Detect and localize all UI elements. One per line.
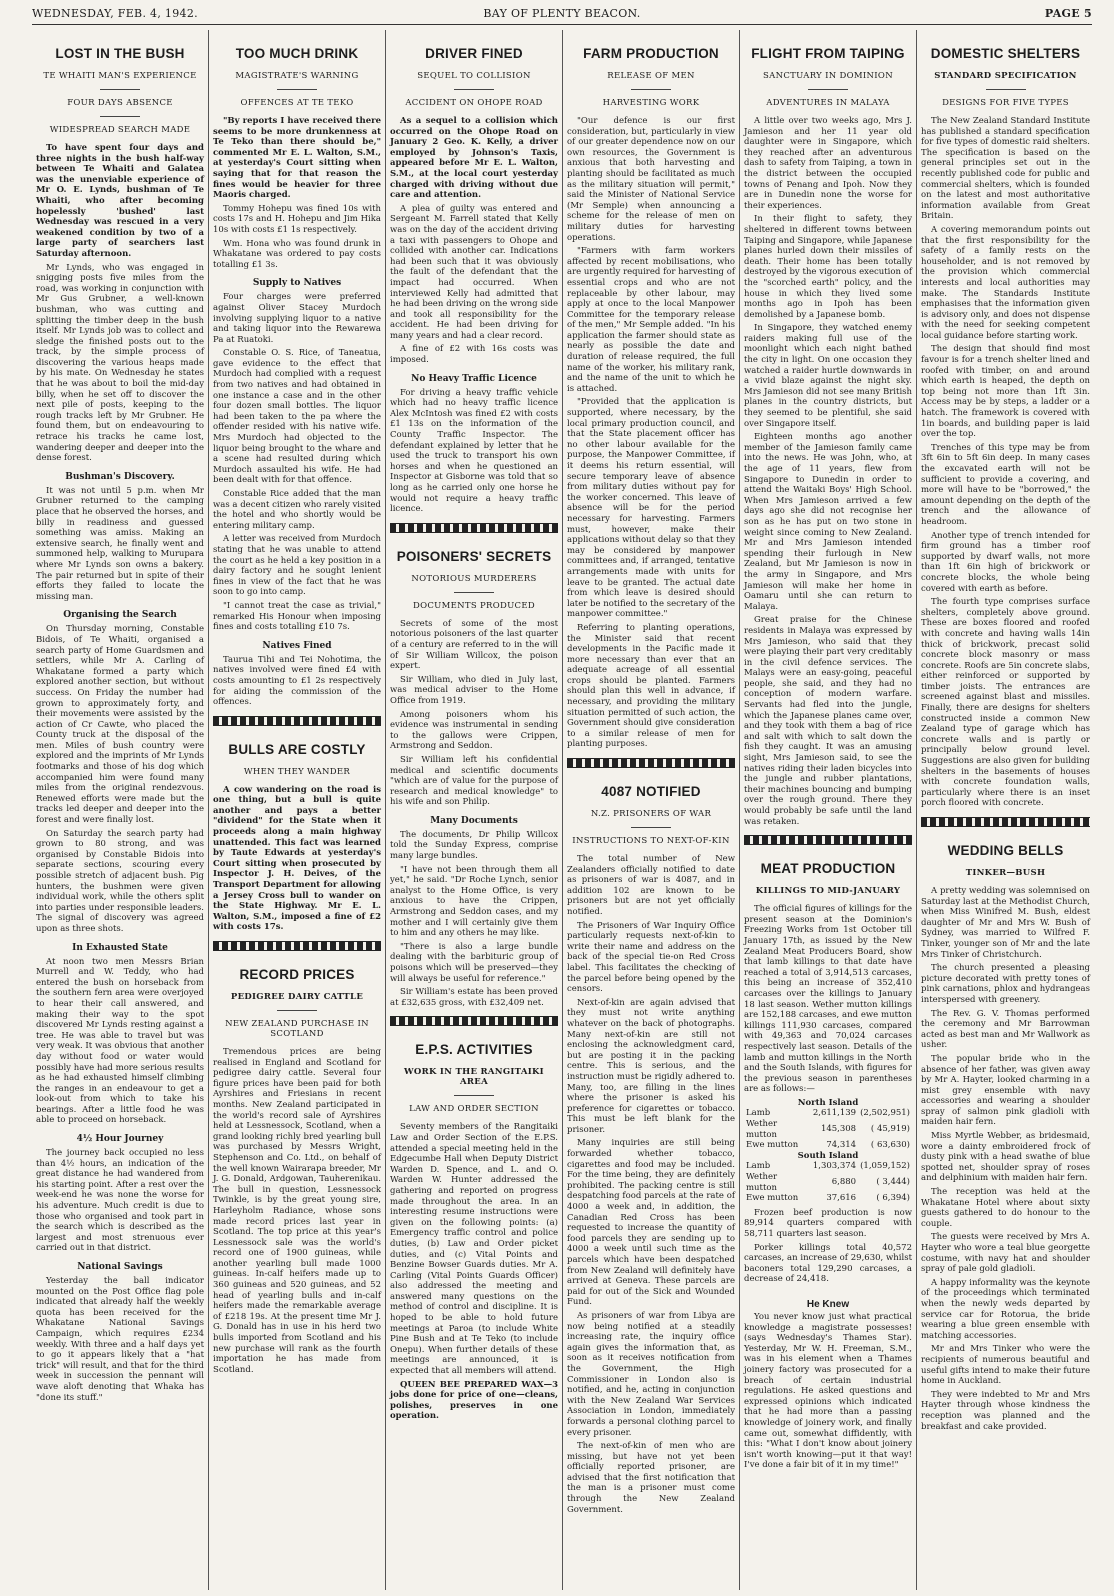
paper-name: BAY OF PLENTY BEACON. (483, 7, 641, 20)
paragraph: Porker killings total 40,572 carcases, an increase of 29,630, whilst baconers total 129,290 carcases, a decrease of 24,418. (744, 1242, 912, 1285)
paragraph: At noon two men Messrs Brian Murrell and W. Teddy, who had entered the bush on horseback from the southern fern area were overjoyed to hear their call answered, and making their way to the spot discovered Mr Lynds resting against a tree. He was able to travel but was very weak. It was obvious that another day without food or water would possibly have had more serious results as he had exhausted himself climbing the ranges in an endeavour to get a look-out from which to take his bearings. After a little food he was able to proceed on horseback. (36, 956, 204, 1126)
paragraph: Constable O. S. Rice, of Taneatua, gave evidence to the effect that Murdoch had complied with a request from two natives and had obtained in one instance a case and in the other four dozen small bottles. The liquor had been taken to the pa where the offender resided with his native wife. Mrs Murdoch had objected to the liquor being brought to the whare and a scene had resulted during which Murdoch assaulted his wife. He had been dealt with for that offence. (213, 348, 381, 486)
table-cell: ( 6,394) (876, 1193, 910, 1204)
table-cell: 1,303,374 (812, 1161, 857, 1172)
paragraph: As prisoners of war from Libya are now being notified at a steadily increasing rate, the inquiry office again gives the information that, as soon as it receives notification from the Government, the High Commissioner in London also is notified, and he, acting in conjunction with the New Zealand War Services Association in London, immediately forwards a personal clothing parcel to every prisoner. (567, 1310, 735, 1438)
article-bulls-costly (213, 742, 381, 933)
headline: MEAT PRODUCTION (760, 861, 896, 877)
table-cell: Lamb (746, 1108, 771, 1119)
subheading: TINKER—BUSH (965, 868, 1046, 878)
table-cell: 37,616 (826, 1193, 857, 1204)
paragraph: The next-of-kin of men who are missing, but have not yet been officially reported prisoner, are advised that the first notification that the man is a prisoner must come through the New Zealand Government. (567, 1441, 735, 1515)
table-row (744, 1140, 912, 1151)
table-cell: ( 3,444) (876, 1177, 910, 1188)
divider (631, 827, 671, 828)
column-3 (386, 30, 563, 1590)
subheading: PEDIGREE DAIRY CATTLE (230, 992, 364, 1002)
section-heading: Natives Fined (262, 640, 332, 651)
paragraph: The popular bride who in the absence of her father, was given away by Mr A. Hayter, looked charming in a mist grey ensemble with navy accessories and wearing a shoulder spray of salmon pink gladioli with maiden hair fern. (921, 1053, 1090, 1128)
paragraph: Among poisoners whom his evidence was instrumental in sending to the gallows were Crippen, Armstrong and Seddon. (390, 709, 558, 752)
table-cell: 2,611,139 (812, 1108, 857, 1119)
section-heading: Organising the Search (63, 610, 177, 621)
divider (454, 1095, 494, 1096)
table-cell: 74,314 (826, 1140, 857, 1151)
advertisement: QUEEN BEE PREPARED WAX—3 jobs done for price of one—cleans, polishes, preserves in one operation. (390, 1379, 558, 1422)
table-cell: Ewe mutton (746, 1140, 799, 1151)
ornamental-divider (567, 758, 735, 768)
article-driver-fined (390, 46, 558, 515)
subheading: INSTRUCTIONS TO NEXT-OF-KIN (572, 836, 730, 847)
column-5 (740, 30, 917, 1590)
paragraph: In their flight to safety, they sheltered in different towns between Taiping and Singapore, while Japanese planes hurled down their missiles of death. Their home has been totally destroyed by the vigorous execution of the "scorched earth" policy, and the house in which they lived some months ago in Ipoh has been demolished by a Japanese bomb. (744, 214, 912, 320)
article-eps-activities (390, 1042, 558, 1376)
column-6 (917, 30, 1094, 1590)
table-cell: Wether mutton (746, 1119, 778, 1140)
paragraph: "There is also a large bundle dealing with the barbituric group of poisons which will be preserved—they will always be useful for reference." (390, 941, 558, 984)
article-domestic-shelters (921, 46, 1090, 809)
article-lost-in-bush (36, 46, 204, 1403)
subheading: NEW ZEALAND PURCHASE IN SCOTLAND (225, 1019, 369, 1039)
paragraph: The reception was held at the Whakatane Hotel where about sixty guests gathered to do honour to the couple. (921, 1187, 1090, 1229)
headline: POISONERS' SECRETS (396, 548, 552, 564)
divider (631, 89, 671, 90)
paragraph: Taurua Tihi and Tei Nohotima, the natives involved were fined £4 with costs amounting to £1 2s respectively for aiding the commission of the offences. (213, 654, 381, 708)
section-heading: In Exhausted State (72, 942, 168, 953)
divider (100, 116, 140, 117)
article-too-much-drink (213, 46, 381, 708)
paragraph: Many inquiries are still being forwarded whether tobacco, cigarettes and food may be included. For the time being, they are definitely prohibited. The packing centre is still despatching food parcels at the rate of 4000 a week and, in addition, the Canadian Red Cross has been requested to increase the quantity of food parcels they are sending up to 4000 a week until such time as the parcels which have been despatched from New Zealand will definitely have arrived at Geneva. These parcels are paid for out of the Sick and Wounded Fund. (567, 1138, 735, 1308)
ornamental-divider (744, 835, 912, 845)
paragraph: The guests were received by Mrs A. Hayter who wore a teal blue georgette costume, with navy hat and shoulder spray of pale gold gladioli. (921, 1232, 1090, 1275)
table-cell: ( 63,630) (870, 1140, 910, 1151)
paragraph: On Saturday the search party had grown to 80 strong, and was organised by Constable Bidois into separate sections, scouring every possible stretch of adjacent bush. Pig hunters, the bushmen were given individual work, while the others split into parties under responsible leaders. The signal of discovery was agreed upon as three shots. (36, 828, 204, 934)
headline: TOO MUCH DRINK (235, 46, 359, 61)
paragraph: "Farmers with farm workers affected by recent mobilisations, who are urgently required for harvesting of essential crops and who are not replaceable by other labour, may apply at once to the local Manpower Committee for the temporary release of the men," Mr Semple added. "In his application the farmer should state as nearly as possible the date and duration of release required, the full name of the worker, his military rank, and the name of the unit to which he is attached. (567, 246, 735, 394)
headline: FLIGHT FROM TAIPING (751, 46, 905, 61)
paragraph: Eighteen months ago another member of the Jamieson family came into the news. He was John, who, at the age of 11 years, flew from Singapore to Dunedin in order to attend the Waitaki Boys' High School. When Mrs Jamieson arrived a few days ago she did not recognise her son as he has put on two stone in weight since coming to New Zealand. Mr and Mrs Jamieson intended spending their furlough in New Zealand, but Mr Jamieson is now in the army in Singapore, and Mrs Jamieson will make her home in Oamaru until she can return to Malaya. (744, 432, 912, 612)
subheading: ACCIDENT ON OHOPE ROAD (405, 98, 543, 108)
table-cell: (2,502,951) (860, 1108, 910, 1119)
divider (277, 89, 317, 90)
paragraph: "Provided that the application is supported, where necessary, by the local primary production council, and that the State placement officer has no other labour available for the purpose, the Manpower Committee, if it deems his return essential, will secure temporary leave of absence from military duties without pay for the worker concerned. This leave of absence will be for the period necessary for harvesting. Farmers must, however, make their applications without delay so that they may be considered by manpower committees and, if arranged, tentative arrangements made with units for leave to be granted. The actual date from which leave is desired should later be notified to the secretary of the manpower committee." (567, 397, 735, 620)
paragraph: The journey back occupied no less than 4½ hours, an indication of the great distance he had wandered from his starting point. After a rest over the week-end he was none the worse for his adventure. Much credit is due to those who organised and took part in the search which is described as the largest and most strenuous ever carried out in that district. (36, 1148, 204, 1254)
paragraph: They were indebted to Mr and Mrs Hayter through whose kindness the reception was planned and the breakfast and cake provided. (921, 1389, 1090, 1432)
paragraph: Tremendous prices are being realised in England and Scotland for pedigree dairy cattle. Several four figure prices have been paid for both Ayrshires and Friesians in recent months. New Zealand participated in the world's record sale of Ayrshires held at Lessnessock, Scotland, when a grand looking richly bred yearling bull was purchased by Messrs Wright, Stephenson and Co. Ltd., on behalf of the well known Wairarapa breeder, Mr J. G. Donald, Ardgowan, Tauherenikau. The bull in question, Lessnessock Twinkle, is by the great young sire, Harleyholm Radiance, whose sons made record prices last year in Scotland. The top price at this year's Lessnessock sale was the world's record one of 1900 guineas, while another yearling bull made 1000 guineas. In-calf heifers made up to 360 guineas and 520 guineas, and 52 head of yearling bulls and in-calf heifers made the remarkable average of £218 19s. At the present time Mr J. G. Donald has in use in his herd two bulls imported from Scotland and his new purchase will rank as the fourth importation he has made from Scotland. (213, 1047, 381, 1375)
article-4087-notified (567, 784, 735, 1515)
paragraph: A fine of £2 with 16s costs was imposed. (390, 344, 558, 366)
section-heading: He Knew (806, 1298, 850, 1310)
table-cell: Wether mutton (746, 1172, 778, 1193)
paragraph: Four charges were preferred against Oliver Stacey Murdoch involving supplying liquor to a native and taking liquor into the Rewarewa Pa at Ruatoki. (213, 292, 381, 345)
table-cell: Ewe mutton (746, 1193, 799, 1204)
paragraph: The design that should find most favour is for a trench shelter lined and roofed with timber, on and around which earth is heaped, the depth on top being not more than 1ft 3in. Access may be by steps, a ladder or a hatch. The framework is covered with 1in boards, and building paper is laid over the top. (921, 344, 1090, 440)
section-heading: Bushman's Discovery. (65, 471, 175, 482)
paragraph: Mr Lynds, who was engaged in snigging posts five miles from the road, was working in conjunction with Mr Gus Grubner, a well-known bushman, who was cutting and splitting the timber deep in the bush itself. Mr Lynds job was to collect and sledge the finished posts out to the track, by the simple process of discovering the various heaps made by his mate. On Wednesday he states that he was about to boil the mid-day billy, when he set off to discover the next pile of posts, keeping to the rough tracks left by Mr Grubner. He found them, but on endeavouring to retrace his tracks he came lost, wandering deeper and deeper into the dense forest. (36, 262, 204, 464)
paragraph: Constable Rice added that the man was a decent citizen who rarely visited the hotel and who shortly would be entering military camp. (213, 489, 381, 531)
headline: LOST IN THE BUSH (55, 46, 185, 61)
section-heading: Many Documents (430, 815, 518, 826)
paragraph: The total number of New Zealanders officially notified to date as prisoners of war is 4087, and in addition 102 are known to be prisoners but are not yet officially notified. (567, 854, 735, 917)
subheading: SANCTUARY IN DOMINION (763, 71, 893, 81)
paragraph: Mr and Mrs Tinker who were the recipients of numerous beautiful and useful gifts intend to make their future home in Auckland. (921, 1344, 1090, 1387)
article-meat-production (744, 861, 912, 1471)
paragraph: The Prisoners of War Inquiry Office particularly requests next-of-kin to write their name and address on the back of the special tie-on Red Cross label. This facilitates the checking of the parcel before being opened by the censors. (567, 920, 735, 995)
paragraph: Yesterday the ball indicator mounted on the Post Office flag pole indicated that already half the weekly quota has been received for the Whakatane National Savings Campaign, which requires £234 weekly. With three and a half days yet to go it appears likely that a "hat trick" will result, and that for the third week in succession the pennant will wave aloft denoting that Whaka has "done its stuff." (36, 1276, 204, 1403)
headline: DRIVER FINED (425, 46, 523, 61)
paragraph: Referring to planting operations, the Minister said that recent developments in the Pacific made it more necessary than ever that an adequate acreage of all essential crops should be planted. Farmers should plan this well in advance, if necessary, and providing the military situation permitted of such action, the Government should give consideration to a similar release of men for planting purposes. (567, 622, 735, 750)
columns (32, 30, 1094, 1590)
headline: 4087 NOTIFIED (601, 784, 701, 800)
table-cell: ( 45,919) (870, 1124, 910, 1135)
subheading: DOCUMENTS PRODUCED (413, 600, 535, 611)
article-wedding-bells (921, 843, 1090, 1432)
article-flight-from-taiping (744, 46, 912, 827)
article-poisoners-secrets (390, 549, 558, 1009)
divider (986, 89, 1026, 90)
paragraph: A covering memorandum points out that the first responsibility for the safety of a family rests on the householder, and is not removed by the provision which commercial interests and local authorities may make. The Standards Institute emphasises that the information given is advisory only, and does not dispense with the need for seeking competent local guidance before starting work. (921, 224, 1090, 341)
paragraph: You never know just what practical knowledge a magistrate possesses! (says Wednesday's Thames Star). Yesterday, Mr W. H. Freeman, S.M., was in his element when a Thames joinery factory was prosecuted for a breach of certain industrial regulations. He asked questions and expressed opinions which indicated that he had more than a passing knowledge of joinery work, and finally came out, somewhat diffidently, with this: "What I don't know about joinery isn't worth knowing—put it that way! I've done a fair bit of it in my time!" (744, 1311, 912, 1471)
paragraph: A cow wandering on the road is one thing, but a bull is quite another and pays a better "dividend" for the State when it proceeds along a main highway unattended. This fact was learned by Taute Edwards at yesterday's Court sitting when prosecuted by Inspector J. H. Deives, of the Transport Department for allowing a Jersey Cross bull to wander on the State Highway. Mr E. L. Walton, S.M., imposed a fine of £2 with costs 17s. (213, 784, 381, 933)
subheading: WORK IN THE RANGITAIKI AREA (404, 1067, 544, 1088)
ornamental-divider (213, 716, 381, 726)
divider (277, 1010, 317, 1011)
table-cell: Lamb (746, 1161, 771, 1172)
table-cell: North Island (797, 1097, 859, 1108)
article-farm-production (567, 46, 735, 750)
subheading: OFFENCES AT TE TEKO (240, 98, 354, 108)
subheading: STANDARD SPECIFICATION (934, 71, 1077, 81)
paragraph: A pretty wedding was solemnised on Saturday last at the Methodist Church, when Miss Winifred M. Bush, eldest daughter of Mr and Mrs W. Bush of Sydney, was married to Wilfred F. Tinker, younger son of Mr and the late Mrs Tinker of Christchurch. (921, 886, 1090, 960)
subheading: WHEN THEY WANDER (243, 766, 351, 777)
paragraph: On Thursday morning, Constable Bidois, of Te Whaiti, organised a search party of Home Guardsmen and settlers, while Mr A. Carling of Whakatane formed a party which explored another section, but without success. On Friday the number had grown to approximately forty, and their movements were assisted by the action of Cr Cawte, who placed the County truck at the disposal of the men. Miles of bush country were explored and the imprints of Mr Lynds footmarks and those of his dog which accompanied him were found many miles from the original rendezvous. Renewed efforts were made but the tracks led deeper and deeper into the forest and were finally lost. (36, 624, 204, 826)
paragraph: To have spent four days and three nights in the bush half-way between Te Whaiti and Galatea was the unenviable experience of Mr O. E. Lynds, bushman of Te Whaiti, who after becoming hopelessly 'bushed' last Wednesday was rescued in a very weakened condition by two of a large party of searchers last Saturday afternoon. (36, 143, 204, 259)
paragraph: Secrets of some of the most notorious poisoners of the last quarter of a century are referred to in the will of Sir William Willcox, the poison expert. (390, 618, 558, 672)
paragraph: Sir William's estate has been proved at £32,635 gross, with £32,409 net. (390, 987, 558, 1008)
table-cell: 6,880 (831, 1177, 857, 1188)
subheading: N.Z. PRISONERS OF WAR (590, 809, 712, 820)
subheading: NOTORIOUS MURDERERS (411, 573, 537, 584)
table-cell: South Island (797, 1150, 859, 1161)
paragraph: The church presented a pleasing picture decorated with pretty tones of pink carnations, phlox and hydrangeas interspersed with greenery. (921, 963, 1090, 1005)
subheading: ADVENTURES IN MALAYA (766, 98, 890, 108)
table-row (744, 1161, 912, 1172)
paragraph: The Rev. G. V. Thomas performed the ceremony and Mr Barrowman acted as best man and Mr Wallwork as usher. (921, 1008, 1090, 1051)
column-2 (209, 30, 386, 1590)
article-record-prices (213, 967, 381, 1375)
ornamental-divider (213, 941, 381, 951)
paragraph: Sir William, who died in July last, was medical adviser to the Home Office from 1919. (390, 674, 558, 706)
table-cell: 145,308 (820, 1124, 857, 1135)
column-1 (32, 30, 209, 1590)
paragraph: As a sequel to a collision which occurred on the Ohope Road on January 2 Geo. K. Kelly, a driver employed by Johnson's Taxis, appeared before Mr E. L. Walton, S.M., at the local court yesterday charged with driving without due care and attention. (390, 116, 558, 201)
issue-date: WEDNESDAY, FEB. 4, 1942. (32, 7, 198, 20)
paragraph: Seventy members of the Rangitaiki Law and Order Section of the E.P.S. attended a special meeting held in the Edgecumbe Hall when Deputy District Warden D. Spence, and L. and O. Warden W. Hunter addressed the gathering and reported on progress made throughout the area. In an interesting resume instructions were given on the following points: (a) Emergency traffic control and police duties, (b) Law and Order picket duties, and (c) Vital Points and Benzine Bowser Guards duties. Mr A. Carling (Vital Points Guards Officer) also addressed the meeting and answered many questions on the method of control and discipline. It is hoped to be able to hold future meetings at Paroa (to include White Pine Bush and at Te Teko (to include Onepu). When further details of these meetings are announced, it is expected that all members will attend. (390, 1122, 558, 1377)
paragraph: A little over two weeks ago, Mrs J. Jamieson and her 11 year old daughter were in Singapore, which they reached after an adventurous dash to safety from Taiping, a town in the district between the occupied towns of Penang and Ipoh. Now they are in Dunedin none the worse for their experiences. (744, 116, 912, 211)
killings-table (744, 1098, 912, 1204)
paragraph: Frozen beef production is now 89,914 quarters compared with 58,711 quarters last season. (744, 1207, 912, 1239)
paragraph: "Our defence is our first consideration, but, particularly in view of our greater dependence now on our own resources, the Government is anxious that both harvesting and planting should be facilitated as much as the military situation will permit," said the Minister of National Service (Mr Semple) when announcing a scheme for the release of men on military duties for harvesting operations. (567, 116, 735, 243)
subheading: SEQUEL TO COLLISION (417, 71, 531, 81)
table-row (744, 1119, 912, 1140)
paragraph: Sir William left his confidential medical and scientific documents "which are of value for the purpose of research and medical knowledge" to his wife and son Philip. (390, 754, 558, 808)
paragraph: Next-of-kin are again advised that they must not write anything whatever on the back of photographs. Many next-of-kin are still not enclosing the acknowledgment card, but are posting it in the packing centre. This is serious, and the instruction must be rigidly adhered to. Many, too, are filling in the lines where the prisoner is asked his preference for cigarettes or tobacco. This must be left blank for the prisoner. (567, 997, 735, 1135)
divider (808, 89, 848, 90)
headline: FARM PRODUCTION (583, 46, 719, 61)
page-number: PAGE 5 (1044, 7, 1092, 20)
paragraph: "I cannot treat the case as trivial," remarked His Honour when imposing fines and costs totalling £10 7s. (213, 600, 381, 633)
divider (454, 592, 494, 593)
subheading: TE WHAITI MAN'S EXPERIENCE (43, 71, 197, 81)
subheading: FOUR DAYS ABSENCE (67, 98, 173, 108)
paragraph: The New Zealand Standard Institute has published a standard specification for five types of domestic raid shelters. The specification is based on the general principles set out in the recently published code for public and commercial shelters, which is founded on the latest and most authoritative information available from Great Britain. (921, 116, 1090, 222)
paragraph: For driving a heavy traffic vehicle which had no heavy traffic licence Alex McIntosh was fined £2 with costs £1 13s on the information of the County Traffic Inspector. The defendant explained by letter that he used the truck to transport his own horses and when he questioned an Inspector at Gisborne was told that so long as he carried only one horse he would not require a heavy traffic licence. (390, 387, 558, 515)
paragraph: A plea of guilty was entered and Sergeant M. Farrell stated that Kelly was on the day of the accident driving a taxi with passengers to Ohope and collided with another car. Indications had been such that it was obviously the fault of the defendant that the impact had occurred. When interviewed Kelly had admitted that he had been driving on the wrong side and took all responsibility for the accident. He had been driving for many years and had a clear record. (390, 203, 558, 341)
divider (100, 89, 140, 90)
paragraph: Great praise for the Chinese residents in Malaya was expressed by Mrs Jamieson, who said that they were playing their part very creditably in the civil defence services. The Malays were an easy-going, peaceful people, she said, and they had no conception of modern warfare. Servants had fled into the jungle, which the Japanese planes came over, and they took with them a bag of rice and salt with which to salt down the fish they caught. It was an amusing sight, Mrs Jamieson said, to see the natives riding their laden bicycles into the jungle and rubber plantations, their machines bouncing and bumping over the rough ground. There they would probably be safe until the land was retaken. (744, 615, 912, 827)
subheading: RELEASE OF MEN (607, 71, 695, 81)
paragraph: "I have not been through them all yet," he said. "Dr Roche Lynch, senior analyst to the Home Office, is very anxious to have the Crippen, Armstrong and Seddon cases, and my mother and I will certainly give them to him and any others he may like. (390, 864, 558, 939)
section-heading: No Heavy Traffic Licence (411, 373, 537, 384)
table-group-header (744, 1151, 912, 1162)
ornamental-divider (390, 1016, 558, 1026)
subheading: WIDESPREAD SEARCH MADE (49, 125, 191, 135)
paragraph: The documents, Dr Philip Willcox told the Sunday Express, comprise many large bundles. (390, 829, 558, 862)
paragraph: Another type of trench intended for firm ground has a timber roof supported by dwarf walls, not more than 1ft 6in high of brickwork or concrete blocks, the whole being covered with earth as before. (921, 530, 1090, 594)
subheading: LAW AND ORDER SECTION (409, 1104, 539, 1115)
headline: DOMESTIC SHELTERS (930, 46, 1081, 61)
section-heading: 4½ Hour Journey (76, 1134, 164, 1145)
paragraph: In Singapore, they watched enemy raiders making full use of the moonlight which each night bathed the city in light. On one occasion they watched a raider hurtle downwards in a vivid blaze against the night sky. Mrs Jamieson did not see many British planes in the country districts, but they seemed to be plentiful, she said over Singapore itself. (744, 323, 912, 429)
table-row (744, 1172, 912, 1193)
section-heading: National Savings (77, 1262, 163, 1272)
headline: E.P.S. ACTIVITIES (415, 1042, 533, 1058)
subheading: KILLINGS TO MID-JANUARY (755, 886, 901, 897)
section-heading: Supply to Natives (252, 278, 342, 289)
subheading: HARVESTING WORK (602, 98, 700, 108)
column-4 (563, 30, 740, 1590)
paragraph: The official figures of killings for the present season at the Dominion's Freezing Works from 1st October till January 17th, as issued by the New Zealand Meat Producers Board, show that lamb killings to that date have reached a total of 3,914,513 carcases, this being an increase of 352,410 carcases over the killings to January 18 last season. Wether mutton killings are 152,188 carcases, and ewe mutton killings 111,930 carcases, compared with 49,363 and 70,024 carcases respectively last season. Details of the lamb and mutton killings in the North and the South Islands, with figures for the previous season in parentheses are as follows:— (744, 904, 912, 1095)
headline: WEDDING BELLS (947, 843, 1064, 858)
paragraph: Tommy Hohepu was fined 10s with costs 17s and H. Hohepu and Jim Hika 10s with costs £1 1s respectively. (213, 203, 381, 235)
paragraph: Wm. Hona who was found drunk in Whakatane was ordered to pay costs totalling £1 3s. (213, 238, 381, 270)
subheading: MAGISTRATE'S WARNING (235, 71, 359, 81)
paragraph: "By reports I have received there seems to be more drunkenness at Te Teko than there should be," commented Mr E. L. Walton, S.M., at yesterday's Court sitting when saying that for that reason the fines would be heavier for three Maoris charged. (213, 116, 381, 201)
table-row (744, 1108, 912, 1119)
ornamental-divider (921, 817, 1090, 827)
paragraph: It was not until 5 p.m. when Mr Grubner returned to the camping place that he observed the horses, and billy in readiness and guessed something was amiss. Making an extensive search, he finally went and summoned help, walking to Murupara where Mr Lynds son owns a bakery. The pair returned but in spite of their efforts they failed to locate the missing man. (36, 485, 204, 602)
headline: BULLS ARE COSTLY (228, 741, 366, 757)
paragraph: A happy informality was the keynote of the proceedings which terminated when the newly weds departed by service car for Rotorua, the bride wearing a blue green ensemble with matching accessories. (921, 1277, 1090, 1341)
masthead (32, 4, 1092, 25)
subheading: DESIGNS FOR FIVE TYPES (942, 98, 1069, 108)
headline: RECORD PRICES (239, 967, 355, 982)
table-group-header (744, 1098, 912, 1109)
paragraph: The fourth type comprises surface shelters, completely above ground. These are boxes floored and roofed with concrete and having walls 14in thick of brickwork, precast solid concrete block masonry or mass concrete. Roofs are 5in concrete slabs, either reinforced or supported by timber joists. The entrances are screened against blast and missiles. Finally, there are designs for shelters constructed inside a common New Zealand type of garage which has concrete walls and is partly or principally below ground level. Suggestions are also given for building shelters in the basements of houses with concrete foundation walls, particularly where there is an inset porch floored with concrete. (921, 597, 1090, 809)
table-row (744, 1193, 912, 1204)
paragraph: Miss Myrtle Webber, as bridesmaid, wore a dainty embroidered frock of dusty pink with a head swathe of blue spotted net, shoulder spray of roses and delphinium with maiden hair fern. (921, 1131, 1090, 1184)
ornamental-divider (390, 523, 558, 533)
table-cell: (1,059,152) (860, 1161, 910, 1172)
divider (454, 89, 494, 90)
paragraph: A letter was received from Murdoch stating that he was unable to attend the court as he held a key position in a dairy factory and he sought lenient fines in view of the fact that he was soon to go into camp. (213, 534, 381, 598)
paragraph: Trenches of this type may be from 3ft 6in to 5ft 6in deep. In many cases the excavated earth will not be sufficient to provide a covering, and more will have to be "borrowed," the amount depending on the depth of the trench and the allowance of headroom. (921, 442, 1090, 527)
